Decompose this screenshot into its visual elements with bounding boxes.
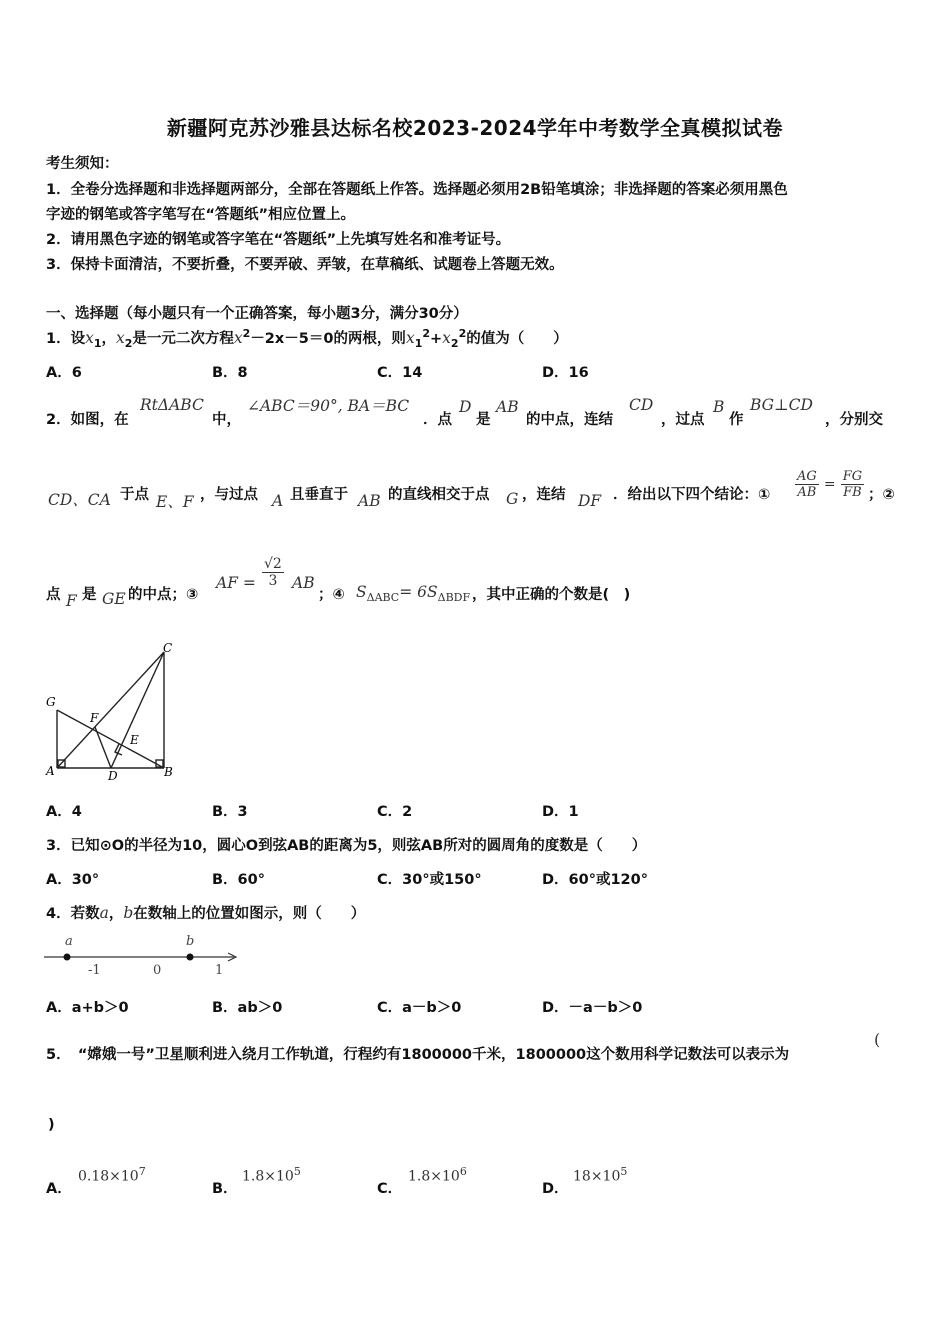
- page-title: 新疆阿克苏沙雅县达标名校2023-2024学年中考数学全真模拟试卷: [166, 116, 784, 140]
- question-1: 1．设$x_1$，$x_2$是一元二次方程$x^2-2x-5=0$的两根，则$x_1^2+x_2^2$的值为（ ）: [46, 327, 568, 350]
- q4-number-line: [40, 928, 250, 980]
- q2-point-b: B: [713, 398, 725, 416]
- q2-segment-ab: AB: [292, 574, 315, 592]
- q2-geometry-figure: [40, 640, 190, 785]
- question-3: 3．已知⊙O的半径为10，圆心O到弦AB的距离为5，则弦AB所对的圆周角的度数是（ ）: [46, 838, 647, 854]
- q2-point-a: A: [272, 492, 284, 510]
- label-a: a: [65, 934, 73, 949]
- point-b: [187, 954, 194, 961]
- notice-item-1: 1．全卷分选择题和非选择题两部分，全部在答题纸上作答。选择题必须用2B铅笔填涂；非选择题的答案必须用黑色: [46, 182, 788, 198]
- label-b: B: [164, 765, 173, 779]
- q2-point-d: D: [459, 398, 472, 416]
- q2-triangle: RtΔABC: [140, 396, 204, 414]
- segment-gb: [57, 710, 164, 768]
- q5-option-c: C．: [377, 1181, 403, 1197]
- q2-text: 且垂直于: [290, 487, 348, 503]
- tick-one: 1: [215, 963, 224, 978]
- q2-segment-ab: AB: [358, 492, 381, 510]
- q2-text: 点: [46, 587, 61, 603]
- q2-text: ，分别交: [825, 412, 883, 428]
- q3-option-c: C．30°或150°: [377, 872, 482, 888]
- q2-segments-cd-ca: CD、CA: [48, 491, 111, 509]
- q2-text: ，其中正确的个数是( ): [472, 587, 631, 603]
- q4-option-a: A．a+b＞0: [46, 1000, 129, 1016]
- q2-fraction-formula: $\frac{AG}{AB}$ = $\frac{FG}{FB}$: [797, 469, 863, 500]
- q5-option-c-value: $1.8\times 10^6$: [408, 1165, 467, 1185]
- label-a: A: [46, 764, 55, 778]
- q1-option-d: D．16: [542, 365, 589, 381]
- notice-item-2: 2．请用黑色字迹的钢笔或答字笔在“答题纸”上先填写姓名和准考证号。: [46, 232, 511, 248]
- q2-text: ；④: [318, 587, 345, 603]
- q2-option-a: A．4: [46, 804, 82, 820]
- q2-text: 是: [82, 587, 97, 603]
- q2-af-formula: AF =: [216, 574, 256, 592]
- q2-segment-ge: GE: [102, 590, 126, 608]
- q2-angle-condition: ∠ABC＝90°, BA＝BC: [247, 397, 410, 415]
- segment-dc: [111, 652, 164, 768]
- q5-option-a: A．: [46, 1181, 72, 1197]
- q3-option-a: A．30°: [46, 872, 100, 888]
- point-a: [64, 954, 71, 961]
- q2-text: 的中点；③: [128, 587, 199, 603]
- q2-text: ；②: [868, 487, 895, 503]
- q2-text: ．给出以下四个结论：①: [613, 487, 771, 503]
- q5-option-d-value: $18\times 10^5$: [573, 1165, 628, 1185]
- q2-text: 2．如图，在: [46, 412, 129, 428]
- segment-ac: [57, 652, 164, 768]
- q5-option-b: B．: [212, 1181, 238, 1197]
- q1-option-c: C．14: [377, 365, 423, 381]
- segment-fd: [95, 727, 111, 768]
- q2-text: 中，: [212, 412, 241, 428]
- q4-option-c: C．a－b＞0: [377, 1000, 462, 1016]
- q2-point-g: G: [506, 490, 519, 508]
- question-4: 4．若数a，b在数轴上的位置如图示，则（ ）: [46, 904, 366, 922]
- label-e: E: [130, 733, 139, 747]
- q4-option-d: D．－a－b＞0: [542, 1000, 643, 1016]
- q4-option-b: B．ab＞0: [212, 1000, 283, 1016]
- q3-option-d: D．60°或120°: [542, 872, 648, 888]
- q2-text: 作: [729, 412, 744, 428]
- label-d: D: [108, 769, 118, 783]
- q2-points-e-f: E、F: [156, 493, 194, 511]
- q5-option-a-value: $0.18\times 10^7$: [78, 1165, 146, 1185]
- q1-option-b: B．8: [212, 365, 248, 381]
- q2-text: ，连结: [522, 487, 566, 503]
- section-heading: 一、选择题（每小题只有一个正确答案，每小题3分，满分30分）: [46, 306, 468, 322]
- q2-text: 的直线相交于点: [388, 487, 490, 503]
- q2-segment-cd: CD: [629, 396, 654, 414]
- q2-text: ，与过点: [200, 487, 258, 503]
- q5-option-b-value: $1.8\times 10^5$: [242, 1165, 301, 1185]
- label-f: F: [90, 711, 99, 725]
- label-g: G: [46, 695, 56, 709]
- label-b: b: [186, 934, 195, 949]
- q2-text: 是: [476, 412, 491, 428]
- q2-perpendicular: BG⊥CD: [750, 396, 813, 414]
- q3-option-b: B．60°: [212, 872, 265, 888]
- notice-item-3: 3．保持卡面清洁，不要折叠，不要弄破、弄皱，在草稿纸、试题卷上答题无效。: [46, 257, 564, 273]
- label-c: C: [163, 641, 173, 655]
- q2-option-c: C．2: [377, 804, 413, 820]
- q5-paren-open: (: [874, 1030, 881, 1049]
- q2-text: 于点: [120, 487, 149, 503]
- q2-segment-df: DF: [578, 492, 602, 510]
- q5-option-d: D．: [542, 1181, 569, 1197]
- notice-heading: 考生须知：: [46, 156, 119, 172]
- q2-text: 的中点，连结: [526, 412, 613, 428]
- q2-segment-ab: AB: [496, 398, 519, 416]
- q1-option-a: A．6: [46, 365, 82, 381]
- q2-text: ．点: [423, 412, 452, 428]
- q2-option-b: B．3: [212, 804, 248, 820]
- question-5: 5． “嫦娥一号”卫星顺利进入绕月工作轨道，行程约有1800000千米，1800000这个数用科学记数法可以表示为: [46, 1047, 790, 1063]
- q2-text: ，过点: [661, 412, 705, 428]
- q2-area-formula: $S_{\Delta ABC}= 6S_{\Delta BDF}$: [356, 583, 471, 605]
- q5-paren-close: ): [48, 1117, 55, 1133]
- notice-item-1-cont: 字迹的钢笔或答字笔写在“答题纸”相应位置上。: [46, 207, 356, 223]
- q2-sqrt-fraction: $\frac{√2}{3}$: [264, 556, 282, 589]
- tick-neg-one: -1: [88, 963, 101, 978]
- tick-zero: 0: [153, 963, 162, 978]
- q2-option-d: D．1: [542, 804, 579, 820]
- q2-point-f: F: [66, 592, 77, 610]
